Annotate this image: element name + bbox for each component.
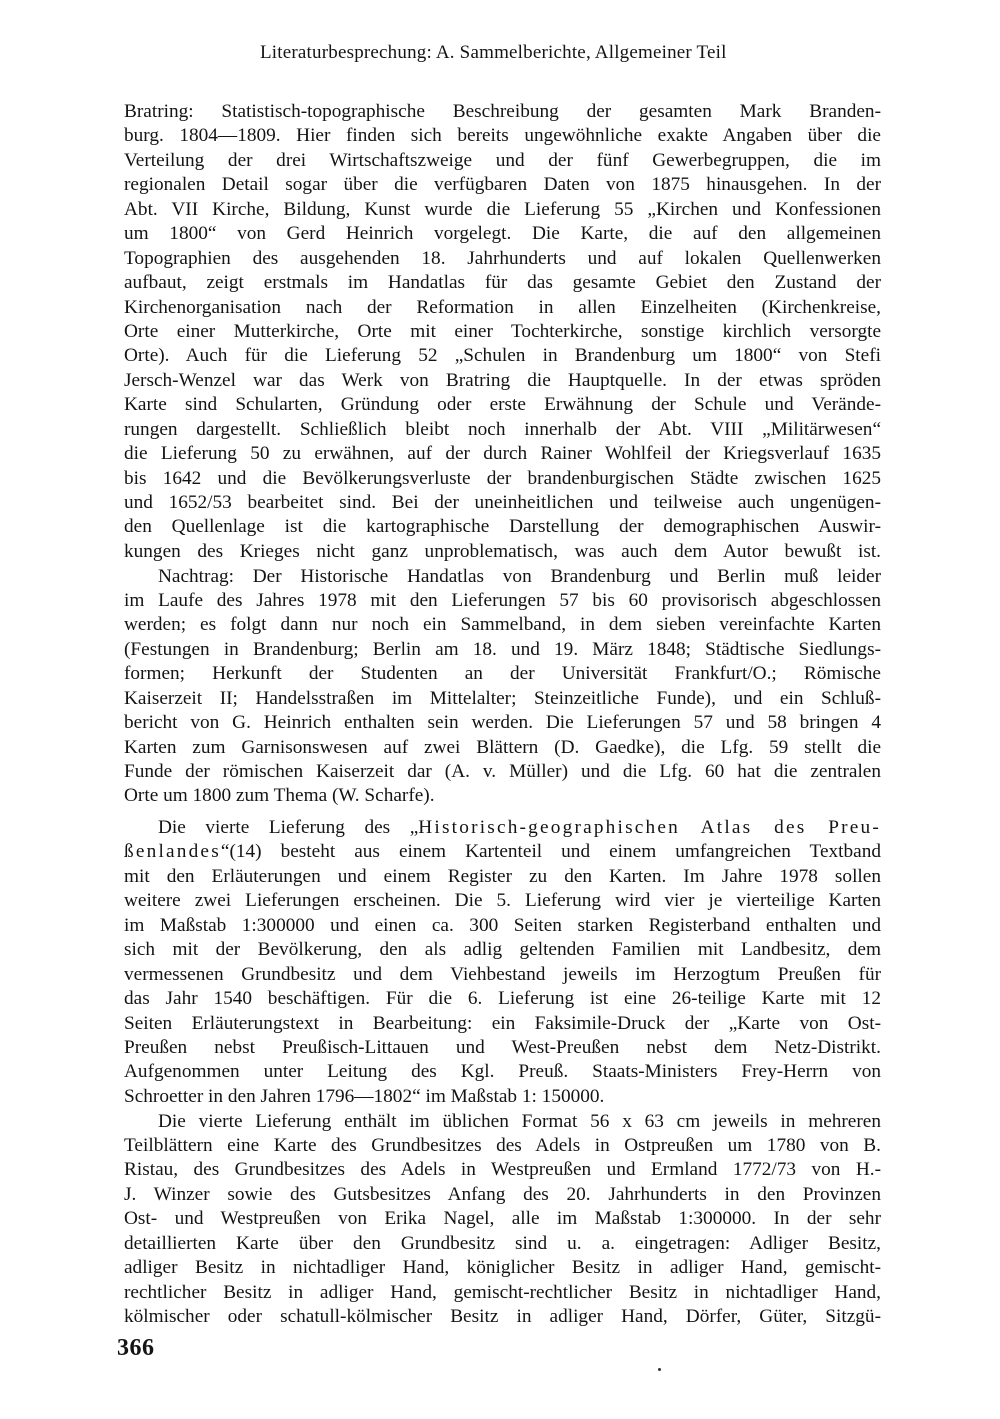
text-line: mit den Erläuterungen und einem Register zu den Karten. Im Jahre 1978 sollen [124, 865, 881, 887]
text-line: Jersch-Wenzel war das Werk von Bratring die Hauptquelle. In der etwas spröden [124, 369, 881, 391]
text-line: Orte). Auch für die Lieferung 52 „Schulen in Brandenburg um 1800“ von Stefi [124, 345, 881, 367]
text-line: Schroetter in den Jahren 1796—1802“ im Maßstab 1: 150000. [124, 1085, 605, 1107]
text-line: weitere zwei Lieferungen erscheinen. Die 5. Lieferung wird vier je vierteilige Karten [124, 890, 881, 912]
text-line [124, 840, 881, 864]
running-header: Literaturbesprechung: A. Sammelberichte, Allgemeiner Teil [260, 42, 727, 63]
text-line: burg. 1804—1809. Hier finden sich bereits ungewöhnliche exakte Angaben über die [124, 125, 881, 147]
text-line: im Maßstab 1:300000 und einen ca. 300 Seiten starken Registerband enthalten und [124, 914, 881, 936]
text-line: Funde der römischen Kaiserzeit dar (A. v. Müller) und die Lfg. 60 hat die zentralen [124, 761, 881, 782]
text-run: Die vierte Lieferung des „ [158, 817, 419, 838]
text-line: Topographien des ausgehenden 18. Jahrhunderts und auf lokalen Quellenwerken [124, 247, 881, 269]
text-line: regionalen Detail sogar über die verfügbaren Daten von 1875 hinausgehen. In der [124, 174, 881, 196]
text-line [124, 816, 881, 840]
text-line: Teilblättern eine Karte des Grundbesitzes des Adels in Ostpreußen um 1780 von B. [124, 1134, 881, 1156]
text-line: Ost- und Westpreußen von Erika Nagel, alle im Maßstab 1:300000. In der sehr [124, 1208, 881, 1230]
paragraph-bratring [124, 100, 881, 564]
text-line: den Quellenlage ist die kartographische Darstellung der demographischen Auswir- [124, 516, 881, 538]
atlas-title-spaced: ßenlandes [124, 841, 221, 863]
text-line: bericht von G. Heinrich enthalten sein werden. Die Lieferungen 57 und 58 bringen 4 [124, 712, 881, 734]
paragraph-nachtrag [124, 565, 881, 809]
text-line: im Laufe des Jahres 1978 mit den Lieferungen 57 bis 60 provisorisch abgeschlossen [124, 589, 881, 611]
text-line: Aufgenommen unter Leitung des Kgl. Preuß. Staats-Ministers Frey-Herrn von [124, 1061, 881, 1083]
text-line: Orte um 1800 zum Thema (W. Scharfe). [124, 785, 435, 807]
text-line: sich mit der Bevölkerung, den als adlig geltenden Familien mit Landbesitz, dem [124, 939, 881, 961]
text-line: Die vierte Lieferung enthält im üblichen Format 56 x 63 cm jeweils in mehreren [158, 1110, 881, 1132]
text-run: “(14) besteht aus einem Kartenteil und einem umfangreichen Textband [220, 841, 881, 863]
text-line: und 1652/53 bearbeitet sind. Bei der uneinheitlichen und teilweise auch ungenügen- [124, 492, 881, 513]
text-line: Preußen nebst Preußisch-Littauen und West-Preußen nebst dem Netz-Distrikt. [124, 1036, 881, 1058]
text-line: adliger Besitz in nichtadliger Hand, königlicher Besitz in adliger Hand, gemischt- [124, 1257, 881, 1279]
text-line: Kaiserzeit II; Handelsstraßen im Mittelalter; Steinzeitliche Funde), und ein Schluß- [124, 687, 881, 709]
text-line: Karten zum Garnisonswesen auf zwei Blättern (D. Gaedke), die Lfg. 59 stellt die [124, 736, 881, 758]
text-line: vermessenen Grundbesitz und dem Viehbestand jeweils im Herzogtum Preußen für [124, 963, 881, 985]
text-line: Nachtrag: Der Historische Handatlas von Brandenburg und Berlin muß leider [158, 565, 881, 587]
text-line: aufbaut, zeigt erstmals im Handatlas für das gesamte Gebiet den Zustand der [124, 272, 881, 294]
text-line: rechtlicher Besitz in adliger Hand, gemischt-rechtlicher Besitz in nichtadliger Hand, [124, 1281, 881, 1303]
text-line: kölmischer oder schatull-kölmischer Besitz in adliger Hand, Dörfer, Güter, Sitzgü- [124, 1306, 881, 1327]
text-line: (Festungen in Brandenburg; Berlin am 18. und 19. März 1848; Städtische Siedlungs- [124, 638, 881, 660]
text-line: J. Winzer sowie des Gutsbesitzes Anfang des 20. Jahrhunderts in den Provinzen [124, 1183, 881, 1205]
text-line: um 1800“ von Gerd Heinrich vorgelegt. Die Karte, die auf den allgemeinen [124, 223, 881, 245]
paragraph-vierte-lieferung [124, 1110, 881, 1330]
text-line: Bratring: Statistisch-topographische Beschreibung der gesamten Mark Branden- [124, 101, 881, 122]
text-line: bis 1642 und die Bevölkerungsverluste der brandenburgischen Städte zwischen 1625 [124, 467, 881, 489]
text-line: Verteilung der drei Wirtschaftszweige und der fünf Gewerbegruppen, die im [124, 149, 881, 171]
text-line: Orte einer Mutterkirche, Orte mit einer Tochterkirche, sonstige kirchlich versorgte [124, 320, 881, 342]
text-line: rungen dargestellt. Schließlich bleibt noch innerhalb der Abt. VIII „Militärwesen“ [124, 418, 881, 440]
paragraph-preussen-atlas [124, 816, 881, 1109]
print-speck [658, 1368, 661, 1371]
text-line: das Jahr 1540 beschäftigen. Für die 6. Lieferung ist eine 26-teilige Karte mit 12 [124, 988, 881, 1010]
text-line: die Lieferung 50 zu erwähnen, auf der durch Rainer Wohlfeil der Kriegsverlauf 1635 [124, 443, 881, 465]
text-line: werden; es folgt dann nur noch ein Sammelband, in dem sieben vereinfachte Karten [124, 614, 881, 636]
text-line: Kirchenorganisation nach der Reformation in allen Einzelheiten (Kirchenkreise, [124, 296, 881, 318]
page-number: 366 [117, 1335, 155, 1361]
text-line: kungen des Krieges nicht ganz unproblematisch, was auch dem Autor bewußt ist. [124, 540, 881, 562]
text-line: Karte sind Schularten, Gründung oder erste Erwähnung der Schule und Verände- [124, 394, 881, 416]
text-line: Abt. VII Kirche, Bildung, Kunst wurde die Lieferung 55 „Kirchen und Konfessionen [124, 198, 881, 220]
atlas-title-spaced: Historisch-geographischen Atlas des Preu- [418, 817, 881, 838]
text-line: detaillierten Karte über den Grundbesitz sind u. a. eingetragen: Adliger Besitz, [124, 1232, 881, 1254]
text-line: Seiten Erläuterungstext in Bearbeitung: ein Faksimile-Druck der „Karte von Ost- [124, 1012, 881, 1034]
text-line: Ristau, des Grundbesitzes des Adels in Westpreußen und Ermland 1772/73 von H.- [124, 1159, 881, 1181]
text-line: formen; Herkunft der Studenten an der Universität Frankfurt/O.; Römische [124, 663, 881, 685]
